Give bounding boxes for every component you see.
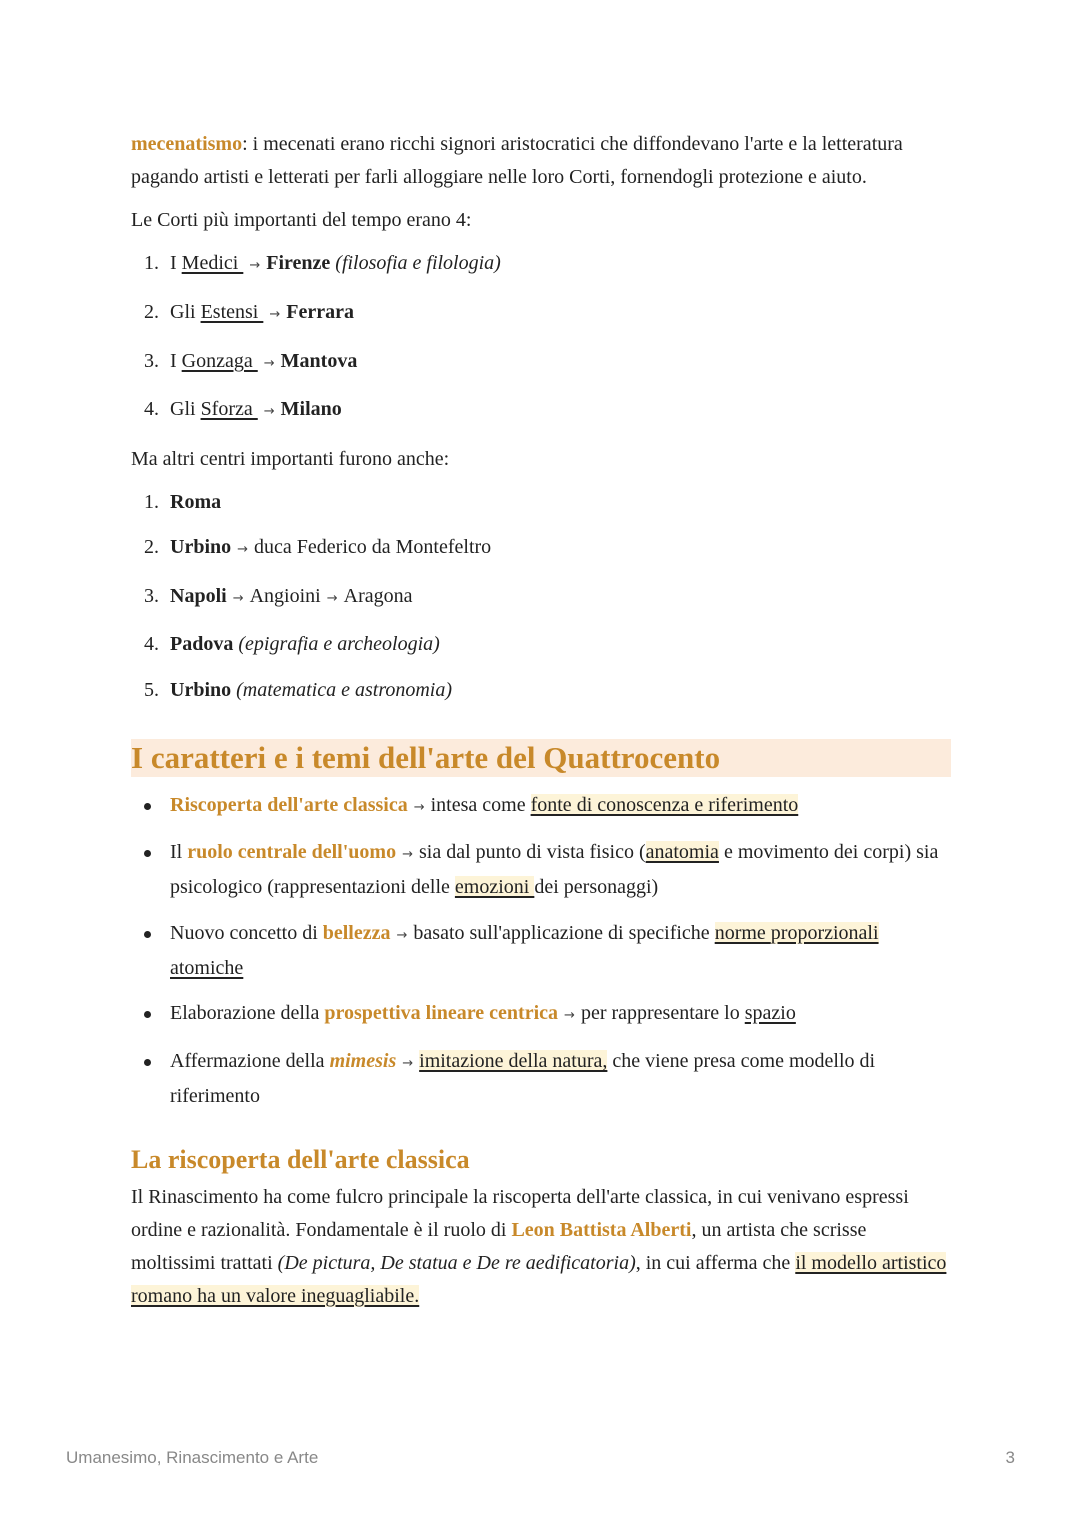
city-name: Milano (280, 398, 342, 420)
list-item: 1. Roma (144, 491, 222, 513)
list-item: Affermazione della mimesis → imitazione della natura, che viene presa come modello di riferimento (131, 1045, 951, 1113)
list-item: 3. Napoli → Angioini → Aragona (144, 585, 413, 607)
family-name: Medici (181, 252, 244, 274)
list-item: 3. I Gonzaga → Mantova (144, 350, 358, 372)
city-name: Firenze (266, 252, 331, 274)
list-item: 4. Gli Sforza → Milano (144, 398, 342, 420)
themes-list (131, 789, 951, 1113)
family-name: Estensi (200, 301, 264, 323)
arrow-icon: → (269, 307, 281, 322)
list-item: 2. Urbino → duca Federico da Montefeltro (144, 536, 492, 558)
bullet-icon (144, 931, 151, 938)
courts-intro: Le Corti più importanti del tempo erano 4: (131, 209, 472, 231)
section-heading: I caratteri e i temi dell'arte del Quattrocento (131, 739, 951, 777)
arrow-icon: → (326, 591, 338, 606)
bullet-icon (144, 850, 151, 857)
arrow-icon: → (564, 1008, 575, 1023)
arrow-icon: → (402, 1056, 414, 1071)
intro-definition: : i mecenati erano ricchi signori aristocratici che diffondevano l'arte e la letteratura pagando artisti e letterati per farli alloggiare nelle loro Corti, fornendogli protezione e aiuto. (131, 133, 903, 188)
list-item: 2. Gli Estensi → Ferrara (144, 301, 354, 323)
bullet-icon (144, 1059, 151, 1066)
arrow-icon: → (263, 404, 275, 419)
page-number: 3 (1005, 1448, 1015, 1467)
list-item: Riscoperta dell'arte classica → intesa come fonte di conoscenza e riferimento (131, 789, 951, 824)
arrow-icon: → (232, 591, 244, 606)
document-body (131, 128, 951, 1313)
family-name: Sforza (200, 398, 258, 420)
list-item: 5. Urbino (matematica e astronomia) (144, 679, 453, 701)
list-item: Nuovo concetto di bellezza → basato sull'applicazione di specifiche norme proporzionali atomiche (131, 917, 951, 985)
bullet-icon (144, 1011, 151, 1018)
others-intro: Ma altri centri importanti furono anche: (131, 448, 450, 470)
others-list (131, 490, 951, 702)
alberti-paragraph: Il Rinascimento ha come fulcro principale la riscoperta dell'arte classica, in cui venivano espressi ordine e razionalità. Fondamentale è il ruolo di Leon Battista Alberti, un artista che scrisse moltissimi trattati (De pictura, De statua e De re aedificatoria), in cui afferma che il modello artistico romano ha un valore ineguagliabile. (131, 1186, 947, 1307)
term-mecenatismo: mecenatismo (131, 133, 243, 155)
list-item: Elaborazione della prospettiva lineare centrica → per rappresentare lo spazio (131, 997, 951, 1032)
family-name: Gonzaga (181, 350, 258, 372)
arrow-icon: → (402, 847, 413, 862)
courts-list (131, 251, 951, 424)
arrow-icon: → (237, 542, 249, 557)
arrow-icon: → (413, 800, 425, 815)
subsection-heading: La riscoperta dell'arte classica (131, 1145, 470, 1174)
list-item: Il ruolo centrale dell'uomo → sia dal punto di vista fisico (anatomia e movimento dei corpi) sia psicologico (rappresentazioni delle emozioni dei personaggi) (131, 836, 951, 904)
city-name: Ferrara (286, 301, 354, 323)
footer-title: Umanesimo, Rinascimento e Arte (66, 1448, 319, 1467)
arrow-icon: → (396, 928, 408, 943)
arrow-icon: → (249, 258, 261, 273)
list-item: 4. Padova (epigrafia e archeologia) (144, 633, 440, 655)
intro-paragraph (131, 128, 951, 194)
list-item: 1. I Medici → Firenze (filosofia e filologia) (144, 252, 501, 274)
arrow-icon: → (263, 356, 275, 371)
city-name: Mantova (280, 350, 358, 372)
bullet-icon (144, 803, 151, 810)
alberti-name: Leon Battista Alberti (511, 1219, 692, 1241)
